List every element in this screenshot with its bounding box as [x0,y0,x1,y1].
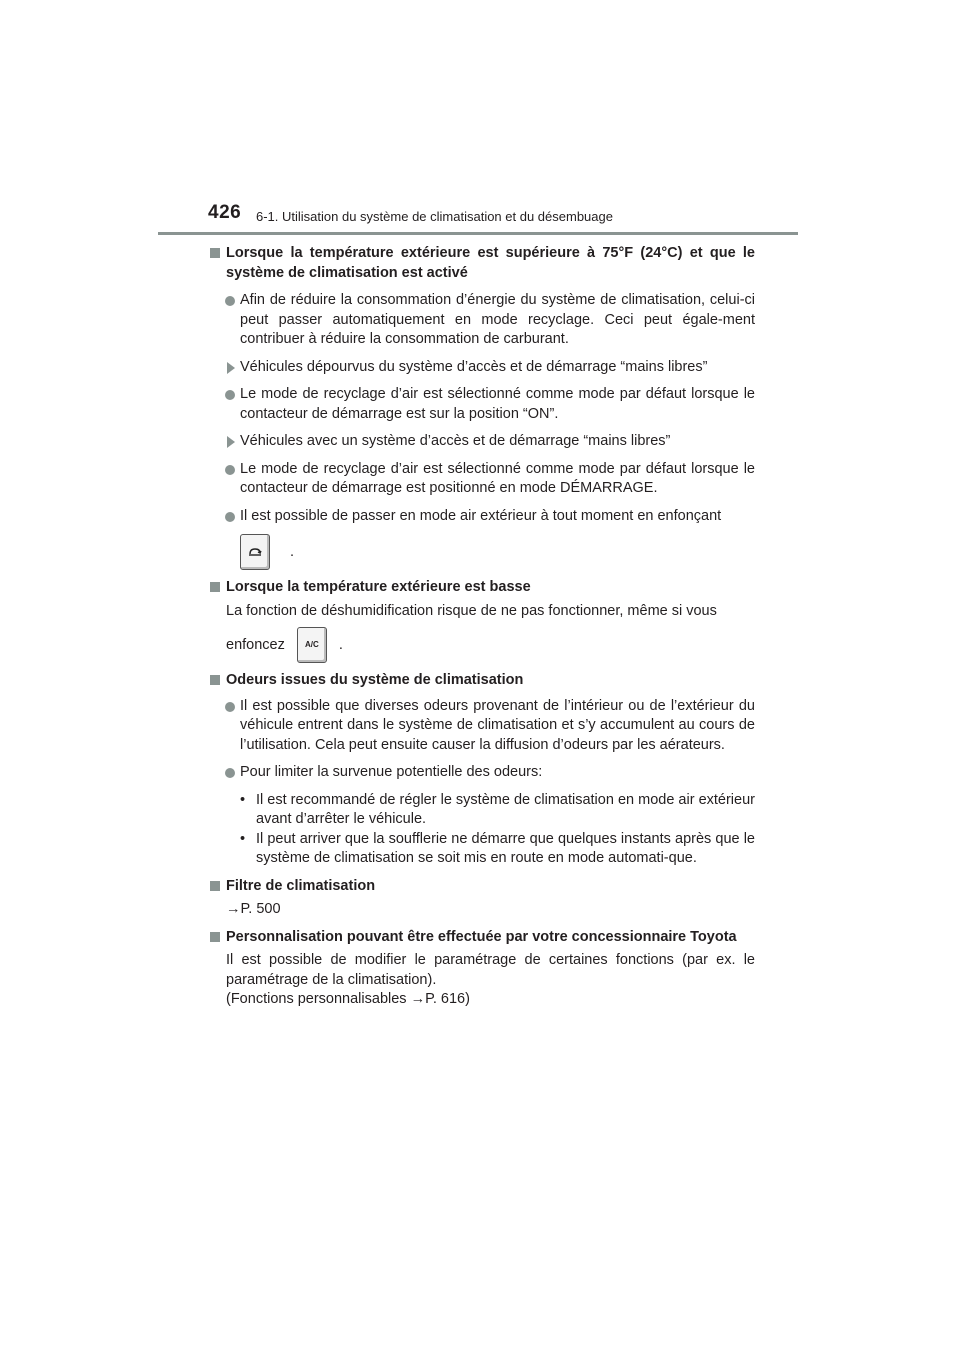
section-heading: Lorsque la température extérieure est supérieure à 75°F (24°C) et que le système de climatisation est activé [210,244,755,283]
main-content [210,244,755,1010]
section-square-icon [210,881,220,891]
bullet-dot-icon [225,465,235,475]
bullet-dot-icon [225,702,235,712]
section-heading: Lorsque la température extérieure est basse [210,578,755,598]
bullet-dot-icon [225,390,235,400]
arrow-right-icon [227,436,235,448]
paragraph: Il est possible de modifier le paramétrage de certaines fonctions (par ex. le paramétrage de la climatisation). [226,952,755,988]
paragraph-button-line: enfoncez A/C . [210,627,755,663]
bullet-dot-icon [225,768,235,778]
arrow-right-icon [227,362,235,374]
arrow-item: Véhicules dépourvus du système d’accès et de démarrage “mains libres” [210,358,755,378]
bullet-item: Le mode de recyclage d’air est sélectionné comme mode par défaut lorsque le contacteur de démarrage est positionné en mode DÉMARRAGE. [210,460,755,499]
page-header [208,202,798,236]
section-square-icon [210,248,220,258]
ac-button-icon: A/C [297,627,327,663]
bullet-item: Pour limiter la survenue potentielle des odeurs: [210,763,755,783]
page-reference: →P. 500 [226,901,281,917]
button-line: . [240,534,755,570]
arrow-item: Véhicules avec un système d’accès et de démarrage “mains libres” [210,432,755,452]
section-square-icon [210,932,220,942]
paragraph: (Fonctions personnalisables →P. 616) [226,991,470,1007]
paragraph: La fonction de déshumidification risque de ne pas fonctionner, même si vous [226,602,717,619]
air-recirculation-icon [240,534,270,570]
section-heading: Personnalisation pouvant être effectuée par votre concessionnaire Toyota [210,928,755,948]
bullet-item: Il est possible de passer en mode air extérieur à tout moment en enfonçant . [210,507,755,571]
page-number: 426 [208,202,242,223]
chapter-title: 6-1. Utilisation du système de climatisation et du désembuage [256,209,613,224]
sub-bullet-item: • Il peut arriver que la soufflerie ne démarre que quelques instants après que le système de climatisation se soit mis en route en mode automati-que. [240,830,755,866]
header-rule [158,232,798,235]
bullet-item: Le mode de recyclage d’air est sélectionné comme mode par défaut lorsque le contacteur de démarrage est sur la position “ON”. [210,385,755,424]
bullet-dot-icon [225,512,235,522]
section-heading: Odeurs issues du système de climatisation [210,671,755,691]
bullet-dot-icon [225,296,235,306]
section-heading: Filtre de climatisation [210,877,755,897]
section-square-icon [210,675,220,685]
section-square-icon [210,582,220,592]
bullet-item: Il est possible que diverses odeurs provenant de l’intérieur ou de l’extérieur du véhicule entrent dans le système de climatisation et s’y accumulent au cours de l’utilisation. Cela peut ensuite causer la diffusion d’odeurs par les aérateurs. [210,697,755,756]
sub-bullet-item: • Il est recommandé de régler le système de climatisation en mode air extérieur avant d’arrêter le véhicule. [240,791,755,827]
bullet-item: Afin de réduire la consommation d’énergie du système de climatisation, celui-ci peut passer automatiquement en mode recyclage. Ceci peut égale-ment contribuer à réduire la consommation de carburant. [210,291,755,350]
